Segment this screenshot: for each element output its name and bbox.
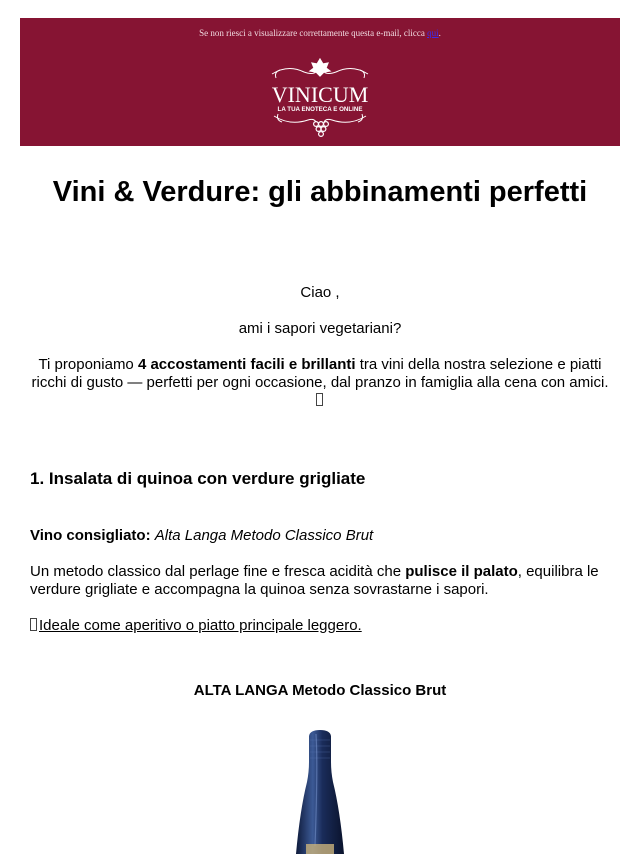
email-header: [20, 18, 620, 146]
intro-text-start: Ti proponiamo: [38, 356, 138, 373]
vinicum-logo[interactable]: [268, 58, 372, 138]
product-name: ALTA LANGA Metodo Classico Brut: [193, 682, 447, 699]
preheader: [20, 28, 620, 38]
brand-name: VINICUM: [271, 82, 369, 107]
description-end: , equilibra le verdure grigliate e accompagna la quinoa senza sovrastarne i sapori.: [30, 563, 599, 598]
flourish-bottom-icon: [274, 114, 366, 122]
recommended-wine: [30, 527, 610, 545]
wine-name: Alta Langa Metodo Classico Brut: [154, 527, 374, 544]
wine-description: [30, 563, 610, 599]
page-title: Vini & Verdure: gli abbinamenti perfetti: [52, 176, 588, 208]
intro-question: ami i sapori vegetariani?: [238, 320, 402, 337]
section-heading-1: 1. Insalata di quinoa con verdure grigliate: [30, 469, 366, 488]
intro-paragraph: [30, 356, 610, 410]
pairing-tip-link[interactable]: Ideale come aperitivo o piatto principale leggero.: [39, 617, 362, 634]
brand-tagline: LA TUA ENOTECA E ONLINE: [277, 106, 363, 113]
intro-text-end: tra vini della nostra selezione e piatti ricchi di gusto — perfetti per ogni occasione, dal pranzo in famiglia alla cena con amici.: [31, 356, 609, 391]
preheader-text: Se non riesci a visualizzare correttamente questa e-mail, clicca: [199, 28, 425, 38]
grapes-icon: [314, 122, 329, 137]
view-online-link[interactable]: qui: [427, 28, 439, 38]
description-start: Un metodo classico dal perlage fine e fresca acidità che: [30, 563, 406, 580]
greeting: Ciao ,: [300, 284, 340, 301]
description-highlight: pulisce il palato: [405, 563, 518, 580]
preheader-end: .: [438, 28, 441, 38]
missing-emoji-icon: [30, 618, 37, 631]
missing-emoji-icon: [316, 393, 323, 406]
pairing-tip: [30, 617, 610, 635]
intro-highlight: 4 accostamenti facili e brillanti: [137, 356, 356, 373]
wine-bottle-image[interactable]: [282, 726, 358, 854]
wine-label: Vino consigliato:: [30, 527, 151, 544]
